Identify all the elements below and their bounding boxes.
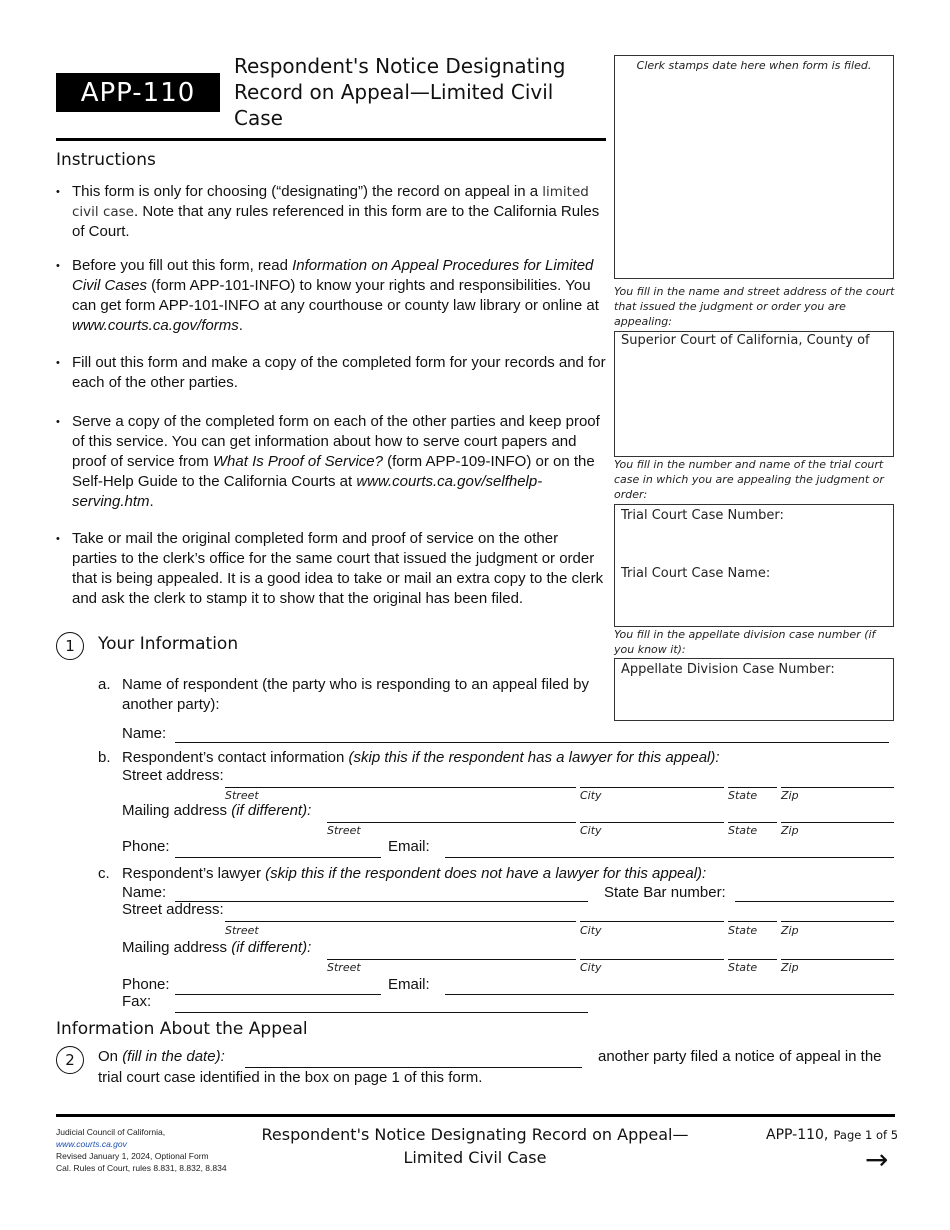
sub-state: State	[728, 789, 758, 802]
clerk-stamp-note: Clerk stamps date here when form is filed.	[636, 59, 872, 72]
instruction-bullet-1	[56, 182, 606, 242]
sub-zip: Zip	[781, 789, 799, 802]
bullet4-text: Serve a copy of the completed form on each of the other parties and keep proof of this service. You can get information about how to serve court papers and proof of service from	[72, 413, 600, 470]
lawyer-state-field[interactable]	[728, 921, 777, 922]
item-b-text	[122, 748, 822, 768]
sub-state: State	[728, 924, 758, 937]
selfhelp-serving-link[interactable]: www.courts.ca.gov/selfhelp-serving.htm	[72, 473, 543, 510]
bullet-dot: •	[56, 260, 60, 272]
mailing-prefix: Mailing address	[122, 802, 232, 819]
form-title: Respondent's Notice Designating Record on Appeal—Limited Civil Case	[234, 54, 566, 130]
bullet2-text: Before you fill out this form, read	[72, 257, 293, 274]
mailing-prefix: Mailing address	[122, 939, 232, 956]
lawyer-zip-field[interactable]	[781, 921, 894, 922]
item-b-letter: b.	[98, 749, 111, 766]
state-bar-field[interactable]	[735, 901, 894, 902]
fax-field[interactable]	[175, 1012, 588, 1013]
mailing-note: (if different):	[231, 802, 312, 819]
bullet-dot: •	[56, 533, 60, 545]
mailing-note: (if different):	[231, 939, 312, 956]
item-b-label: Respondent’s contact information	[122, 749, 349, 766]
section-1-number: 1	[56, 632, 84, 660]
sub-zip: Zip	[781, 961, 799, 974]
footer-title-line2: Limited Civil Case	[403, 1148, 547, 1167]
sub-zip: Zip	[781, 824, 799, 837]
lawyer-phone-field[interactable]	[175, 994, 381, 995]
sub-city: City	[580, 789, 602, 802]
sub-street: Street	[327, 824, 361, 837]
sub-city: City	[580, 824, 602, 837]
appellate-box[interactable]	[614, 658, 894, 721]
section-1-heading: Your Information	[98, 634, 239, 654]
lawyer-mailing-zip-field[interactable]	[781, 959, 894, 960]
appellate-label: Appellate Division Case Number:	[621, 662, 835, 677]
sub-state: State	[728, 824, 758, 837]
item-c-label: Respondent’s lawyer	[122, 865, 266, 882]
lawyer-name-field[interactable]	[175, 901, 588, 902]
section-2-number: 2	[56, 1046, 84, 1074]
court-note: You fill in the name and street address of the court that issued the judgment or order you are appealing:	[614, 285, 895, 328]
bullet4-text-end: .	[149, 493, 154, 510]
mailing-street-field[interactable]	[327, 822, 576, 823]
court-label: Superior Court of California, County of	[621, 333, 870, 348]
appeal-info-heading: Information About the Appeal	[56, 1019, 308, 1039]
lawyer-mailing-street-field[interactable]	[327, 959, 576, 960]
bullet4-text-mid: (form APP-109-INFO) or on the Self-Help Guide to the California Courts at	[72, 453, 595, 490]
bullet2-text-end: .	[238, 317, 243, 334]
footer-council: Judicial Council of California,	[56, 1127, 166, 1137]
footer-form-id: APP-110,	[766, 1127, 829, 1143]
lawyer-street-address-label: Street address:	[122, 901, 224, 918]
lawyer-email-field[interactable]	[445, 994, 894, 995]
forms-link[interactable]: www.courts.ca.gov/forms	[72, 317, 239, 334]
lawyer-name-label: Name:	[122, 884, 167, 901]
clerk-stamp-box	[614, 55, 894, 279]
item-c-note: (skip this if the respondent does not have a lawyer for this appeal):	[265, 865, 707, 882]
case-number-label: Trial Court Case Number:	[621, 508, 784, 523]
city-field[interactable]	[580, 787, 724, 788]
bullet1-text: This form is only for choosing (“designating”) the record on appeal in a	[72, 183, 543, 200]
bullet3-text: Fill out this form and make a copy of the completed form for your records and for each of the other parties.	[72, 354, 606, 391]
footer-title-line1: Respondent's Notice Designating Record on Appeal—	[261, 1125, 689, 1144]
case-name-label: Trial Court Case Name:	[621, 566, 771, 581]
bullet-dot: •	[56, 357, 60, 369]
item-a-letter: a.	[98, 676, 111, 693]
instruction-bullet-3	[56, 353, 606, 393]
sub-state: State	[728, 961, 758, 974]
state-field[interactable]	[728, 787, 777, 788]
case-box[interactable]	[614, 504, 894, 627]
footer-website-link[interactable]: www.courts.ca.gov	[56, 1139, 127, 1149]
lawyer-street-field[interactable]	[225, 921, 576, 922]
phone-label: Phone:	[122, 838, 170, 855]
appeal-text-1: another party filed a notice of appeal in the	[598, 1048, 882, 1065]
bullet-dot: •	[56, 186, 60, 198]
appeal-text-2: trial court case identified in the box on page 1 of this form.	[98, 1069, 483, 1086]
item-a-text: Name of respondent (the party who is responding to an appeal filed by another party):	[122, 676, 589, 713]
lawyer-mailing-city-field[interactable]	[580, 959, 724, 960]
footer-page-info	[766, 1124, 898, 1143]
instruction-bullet-4	[56, 412, 606, 512]
footer-rule	[56, 1114, 895, 1117]
lawyer-mailing-address-label	[122, 938, 311, 958]
respondent-name-label: Name:	[122, 725, 167, 742]
respondent-name-field[interactable]	[175, 742, 889, 743]
bullet5-text: Take or mail the original completed form and proof of service on the other parties to the clerk’s office for the same court that issued the judgment or order that is being appealed. It is a good idea to take or mail an extra copy to the clerk and ask the clerk to stamp it to show that the original has been filed.	[72, 530, 604, 607]
instruction-bullet-5	[56, 529, 606, 609]
next-page-arrow-icon[interactable]: →	[865, 1143, 889, 1176]
sub-zip: Zip	[781, 924, 799, 937]
footer-title	[220, 1123, 730, 1169]
limited-civil-case-term: limited civil case	[72, 184, 589, 220]
street-field[interactable]	[225, 787, 576, 788]
sub-street: Street	[225, 924, 259, 937]
form-id-badge: APP-110	[56, 73, 220, 112]
appeal-on-label	[98, 1047, 225, 1067]
appellate-note: You fill in the appellate division case number (if you know it):	[614, 628, 876, 656]
court-box[interactable]	[614, 331, 894, 457]
on-note: (fill in the date):	[122, 1048, 225, 1065]
mailing-state-field[interactable]	[728, 822, 777, 823]
lawyer-mailing-state-field[interactable]	[728, 959, 777, 960]
bullet1-text-end: . Note that any rules referenced in this form are to the California Rules of Court.	[72, 203, 600, 240]
lawyer-phone-label: Phone:	[122, 976, 170, 993]
header-rule	[56, 138, 606, 141]
info-appeal-procedures-title: Information on Appeal Procedures for Limited Civil Cases	[72, 257, 594, 294]
phone-field[interactable]	[175, 857, 381, 858]
instructions-heading: Instructions	[56, 150, 156, 170]
state-bar-label: State Bar number:	[604, 884, 726, 901]
mailing-zip-field[interactable]	[781, 822, 894, 823]
fax-label: Fax:	[122, 993, 152, 1010]
on-text: On	[98, 1048, 123, 1065]
sub-city: City	[580, 961, 602, 974]
lawyer-email-label: Email:	[388, 976, 430, 993]
bullet2-text-mid: (form APP-101-INFO) to know your rights and responsibilities. You can get form APP-101-INFO at any courthouse or county law library or online at	[72, 277, 599, 314]
sub-street: Street	[225, 789, 259, 802]
street-address-label: Street address:	[122, 767, 224, 784]
sub-street: Street	[327, 961, 361, 974]
footer-rules: Cal. Rules of Court, rules 8.831, 8.832, 8.834	[56, 1163, 227, 1173]
mailing-city-field[interactable]	[580, 822, 724, 823]
sub-city: City	[580, 924, 602, 937]
item-c-letter: c.	[98, 865, 110, 882]
zip-field[interactable]	[781, 787, 894, 788]
footer-revised: Revised January 1, 2024, Optional Form	[56, 1151, 209, 1161]
case-note: You fill in the number and name of the trial court case in which you are appealing the judgment or order:	[614, 458, 884, 501]
footer-page-number: Page 1 of 5	[833, 1128, 899, 1142]
lawyer-city-field[interactable]	[580, 921, 724, 922]
item-c-text	[122, 864, 822, 884]
proof-of-service-title: What Is Proof of Service?	[212, 453, 383, 470]
email-label: Email:	[388, 838, 430, 855]
bullet-dot: •	[56, 416, 60, 428]
item-b-note: (skip this if the respondent has a lawyer for this appeal):	[348, 749, 720, 766]
mailing-address-label	[122, 801, 311, 821]
email-field[interactable]	[445, 857, 894, 858]
instruction-bullet-2	[56, 256, 606, 336]
